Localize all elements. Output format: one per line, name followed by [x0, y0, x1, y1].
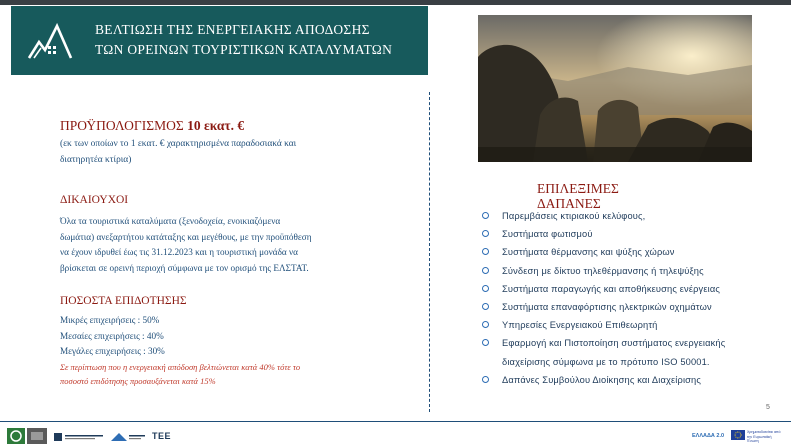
budget-heading	[60, 118, 244, 134]
eligible-title-line1: ΕΠΙΛΕΞΙΜΕΣ	[537, 181, 619, 196]
banner-title-line2: ΤΩΝ ΟΡΕΙΝΩΝ ΤΟΥΡΙΣΤΙΚΩΝ ΚΑΤΑΛΥΜΑΤΩΝ	[95, 42, 393, 57]
footer-divider	[0, 421, 791, 422]
beneficiaries-heading: ΔΙΚΑΙΟΥΧΟΙ	[60, 194, 129, 206]
list-item	[482, 243, 772, 261]
bullet-icon	[482, 248, 489, 255]
region-logo-icon	[7, 428, 47, 444]
subsidy-heading: ΠΟΣΟΣΤΑ ΕΠΙΔΟΤΗΣΗΣ	[60, 295, 187, 307]
list-item-label-cont: διαχείρισης σύμφωνα με το πρότυπο ISO 50001.	[502, 356, 710, 367]
budget-heading-prefix: ΠΡΟΫΠΟΛΟΓΙΣΜΟΣ	[60, 118, 188, 133]
landscape-image	[478, 15, 752, 162]
bullet-icon	[482, 321, 489, 328]
list-item-label: Παρεμβάσεις κτιριακού κελύφους,	[502, 211, 646, 221]
bullet-icon	[482, 267, 489, 274]
chamber-logo-icon	[54, 432, 104, 442]
beneficiaries-line2: δωμάτια) ανεξαρτήτου κατάταξης και μεγέθους, με την προϋπόθεση	[60, 231, 312, 242]
eu-funding-text: Χρηματοδοτείται από την Ευρωπαϊκή Ένωση	[747, 430, 781, 443]
list-item	[482, 298, 772, 316]
subsidy-large: Μεγάλες επιχειρήσεις : 30%	[60, 346, 165, 356]
title-banner	[11, 6, 428, 75]
banner-title	[95, 20, 425, 60]
greece2-logo: ΕΛΛΑΔΑ 2.0	[692, 433, 725, 439]
bullet-icon	[482, 376, 489, 383]
beneficiaries-line3: να έχουν ιδρυθεί έως τις 31.12.2023 και η τουριστική μονάδα να	[60, 247, 298, 258]
meteora-photo	[478, 15, 752, 162]
subsidy-note-line1: Σε περίπτωση που η ενεργειακή απόδοση βελτιώνεται κατά 40% τότε το	[60, 362, 301, 372]
bullet-icon	[482, 285, 489, 292]
list-item	[482, 207, 772, 225]
budget-note-line2: διατηρητέα κτίρια)	[60, 154, 132, 165]
subsidy-note	[60, 360, 300, 388]
bullet-icon	[482, 339, 489, 346]
development-logo-icon	[111, 431, 145, 443]
list-item-label: Συστήματα θέρμανσης και ψύξης χώρων	[502, 247, 675, 258]
top-bar	[0, 0, 791, 5]
list-item-label: Σύνδεση με δίκτυο τηλεθέρμανσης ή τηλεψύξης	[502, 265, 704, 276]
page-number: 5	[766, 404, 770, 411]
beneficiaries-text	[60, 214, 312, 277]
banner-title-line1: ΒΕΛΤΙΩΣΗ ΤΗΣ ΕΝΕΡΓΕΙΑΚΗΣ ΑΠΟΔΟΣΗΣ	[95, 22, 370, 37]
list-item-label: Συστήματα επαναφόρτισης ηλεκτρικών οχημάτων	[502, 302, 712, 313]
tee-logo: TEE	[152, 431, 172, 441]
eu-flag-icon	[731, 430, 745, 440]
eligible-expenses-list	[482, 207, 772, 389]
list-item	[482, 316, 772, 334]
subsidy-small: Μικρές επιχειρήσεις : 50%	[60, 315, 160, 325]
bullet-icon	[482, 303, 489, 310]
beneficiaries-line4: βρίσκεται σε ορεινή περιοχή σύμφωνα με τον ορισμό της ΕΛΣΤΑΤ.	[60, 263, 309, 274]
subsidy-medium: Μεσαίες επιχειρήσεις : 40%	[60, 330, 164, 341]
list-item-label: Εφαρμογή και Πιστοποίηση συστήματος ενεργειακής	[502, 338, 726, 349]
column-divider	[429, 92, 430, 412]
budget-note-line1: (εκ των οποίων το 1 εκατ. € χαρακτηρισμένα παραδοσιακά και	[60, 139, 297, 149]
subsidy-rates	[60, 313, 165, 360]
list-item-label: Υπηρεσίες Ενεργειακού Επιθεωρητή	[502, 320, 658, 331]
subsidy-note-line2: ποσοστό επιδότησης προσαυξάνεται κατά 15%	[60, 376, 216, 386]
bullet-icon	[482, 212, 489, 219]
bullet-icon	[482, 230, 489, 237]
list-item	[482, 334, 772, 370]
list-item	[482, 262, 772, 280]
list-item-label: Συστήματα παραγωγής και αποθήκευσης ενέργειας	[502, 283, 721, 294]
beneficiaries-line1: Όλα τα τουριστικά καταλύματα (ξενοδοχεία, ενοικιαζόμενα	[60, 216, 281, 226]
list-item	[482, 280, 772, 298]
list-item-label: Δαπάνες Συμβούλου Διοίκησης και Διαχείρισης	[502, 374, 702, 385]
mountain-house-logo-icon	[27, 20, 73, 60]
list-item	[482, 371, 772, 389]
list-item-label: Συστήματα φωτισμού	[502, 229, 593, 240]
budget-heading-amount: 10 εκατ. €	[187, 118, 245, 133]
list-item	[482, 225, 772, 243]
eligible-title-line2: ΔΑΠΑΝΕΣ	[537, 195, 601, 211]
budget-note	[60, 137, 296, 168]
